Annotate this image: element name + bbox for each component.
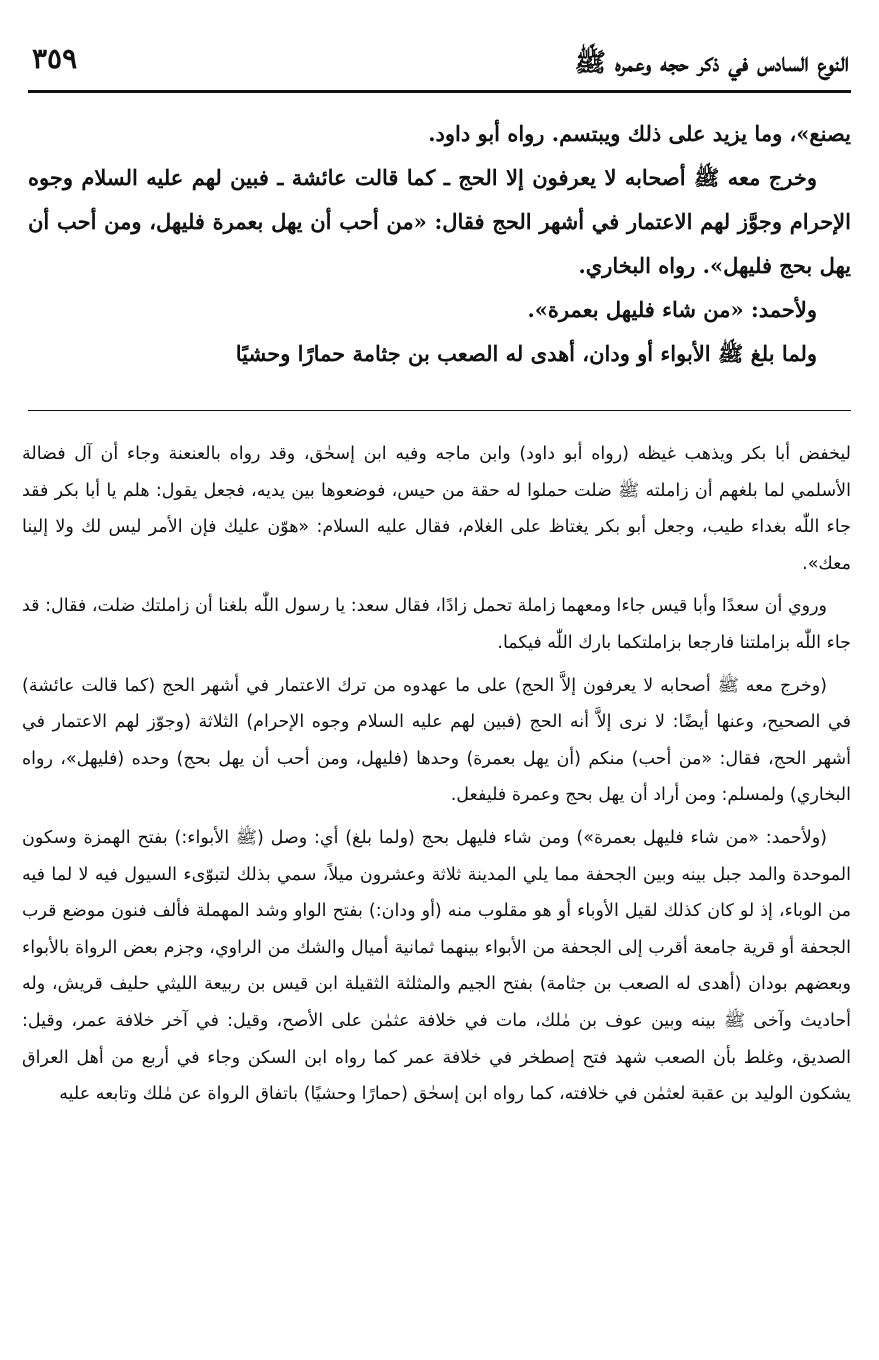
- commentary-paragraph: ليخفض أبا بكر ويذهب غيظه (رواه أبو داود) وابن ماجه وفيه ابن إسحٰق، وقد رواه بالعنعنة وجاء أن آل فضالة الأسلمي لما بلغهم أن زاملته ﷺ ضلت حملوا له حقة من حيس، فوضعوها بين يديه، فجعل يقول: هلم يا أبا بكر فقد جاء اللّٰه بغداء طيب، وجعل أبو بكر يغتاظ على الغلام، فقال عليه السلام: «هوّن عليك فإن الأمر ليس لك ولا إلينا معك».: [22, 444, 851, 574]
- main-paragraph: ولأحمد: «من شاء فليهل بعمرة».: [527, 297, 817, 322]
- main-paragraph: وخرج معه ﷺ أصحابه لا يعرفون إلا الحج ـ كما قالت عائشة ـ فبين لهم عليه السلام وجوه الإحرام وجوَّز لهم الاعتمار في أشهر الحج فقال: «من أحب أن يهل بعمرة فليهل، ومن أحب أن يهل بحج فليهل». رواه البخاري.: [28, 165, 851, 278]
- commentary-paragraph: وروي أن سعدًا وأبا قيس جاءا ومعهما زاملة تحمل زادًا، فقال سعد: يا رسول اللّٰه بلغنا أن زاملتك ضلت، فقال: قد جاء اللّٰه بزاملتنا فارجعا بزاملتكما بارك اللّٰه فيكما.: [22, 596, 851, 653]
- commentary-paragraph: (ولأحمد: «من شاء فليهل بعمرة») ومن شاء فليهل بحج (ولما بلغ) أي: وصل (ﷺ الأبواء:) بفتح الهمزة وسكون الموحدة والمد جبل بينه وبين الجحفة مما يلي المدينة ثلاثة وعشرون ميلاً، سمي بذلك لتبوّىء السيول فيه لا لما فيه من الوباء، إذ لو كان كذلك لقيل الأوباء أو هو مقلوب منه (أو ودان:) بفتح الواو وشد المهملة فألف فنون موضع قرب الجحفة أو قرية جامعة أقرب إلى الجحفة من الأبواء بينهما ثمانية أميال والشك من الراوي، وجزم بعض الرواة بالأبواء وبعضهم بودان (أهدى له الصعب بن جثامة) بفتح الجيم والمثلثة الثقيلة ابن قيس بن ربيعة الليثي حليف قريش، وله أحاديث وآخى ﷺ بينه وبين عوف بن مٰلك، مات في خلافة عثمٰن على الأصح، وقيل: في آخر خلافة عمر، وقيل: الصديق، وغلط بأن الصعب شهد فتح إصطخر في خلافة عمر كما رواه ابن السكن وجاء في أربع من أهل العراق يشكون الوليد بن عقبة لعثمٰن في خلافته، كما رواه ابن إسحٰق (حمارًا وحشيًا) باتفاق الرواة عن مٰلك وتابعه عليه: [22, 827, 851, 1105]
- chapter-title: النوع السادس في ذكر حجه وعمره ﷺ: [574, 48, 849, 78]
- page-number: ٣٥٩: [32, 42, 78, 75]
- main-paragraph: ولما بلغ ﷺ الأبواء أو ودان، أهدى له الصعب بن جثامة حمارًا وحشيًا: [235, 341, 817, 366]
- main-paragraph: يصنع»، وما يزيد على ذلك ويبتسم. رواه أبو داود.: [428, 121, 851, 146]
- footnote-divider: [28, 410, 851, 411]
- running-header: [28, 40, 851, 93]
- commentary-paragraph: (وخرج معه ﷺ أصحابه لا يعرفون إلاَّ الحج) على ما عهدوه من ترك الاعتمار في أشهر الحج (كما قالت عائشة) في الصحيح، وعنها أيضًا: لا نرى إلاَّ أنه الحج (فبين لهم عليه السلام وجوه الإحرام) الثلاثة (وجوّز لهم الاعتمار في أشهر الحج، فقال: «من أحب) منكم (أن يهل بعمرة) وحدها (فليهل، ومن أحب أن يهل بحج) وحده (فليهل»، رواه البخاري) ولمسلم: ومن أراد أن يهل بحج وعمرة فليفعل.: [22, 675, 851, 806]
- commentary-text: [22, 436, 851, 1119]
- main-text: [28, 112, 851, 376]
